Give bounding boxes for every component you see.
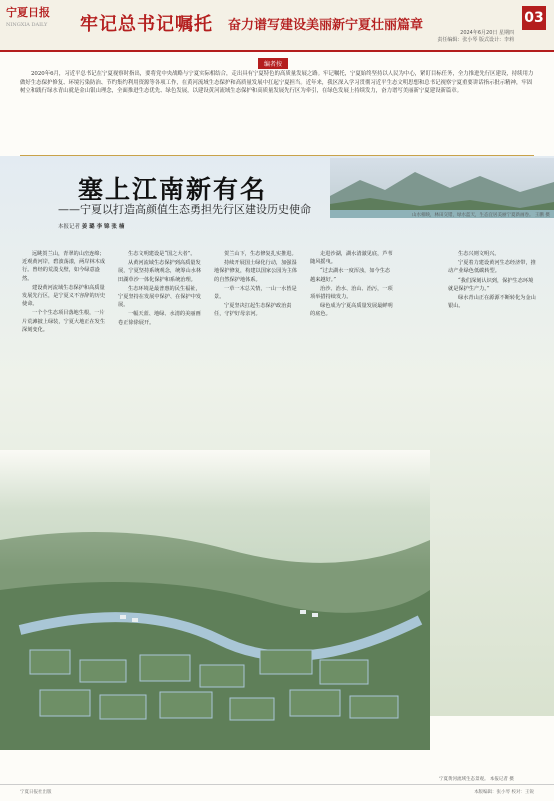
paragraph: “我们深刻认识到，保护生态环境就是保护生产力。” (448, 277, 534, 292)
mountain-landscape-image (330, 158, 554, 218)
editor-line: 责任编辑：张小琴 版式设计：李莉 (437, 37, 514, 43)
article-subhead: ——宁夏以打造高颜值生态勇担先行区建设历史使命 (58, 203, 311, 216)
image-fade (0, 450, 430, 750)
paragraph: 生态文明建设是“国之大者”。 (128, 251, 196, 257)
editor-note-label: 编者按 (258, 58, 288, 69)
paragraph: 绿水青山正在源源不断转化为金山银山。 (448, 295, 536, 310)
paragraph: 一草一木总关情，一山一水皆是景。 (214, 285, 297, 301)
page-number: 03 (522, 6, 546, 30)
paragraph: 生态兴则文明兴。 (458, 251, 500, 257)
editor-note (0, 56, 554, 156)
paragraph: 一个个生态项目落地生根，一片片荒滩披上绿装，宁夏大地正在发生深刻变化。 (22, 310, 106, 333)
subject-title: 奋力谱写建设美丽新宁夏壮丽篇章 (228, 18, 424, 33)
paragraph: 从黄河流域生态保护到高质量发展，宁夏坚持系统观念，统筹山水林田湖草沙一体化保护和系统治理。 (118, 260, 202, 283)
paragraph: 治沙、治水、治山、治污，一项项举措持续发力。 (310, 285, 393, 301)
footer-right: 本版编辑：张小琴 校对：王锐 (474, 790, 534, 795)
footer-left: 宁夏日报社出版 (20, 790, 52, 795)
paragraph: 持续开展国土绿化行动，加强湿地保护修复，构建以国家公园为主体的自然保护地体系。 (214, 260, 298, 283)
byline-prefix: 本报记者 (58, 224, 81, 230)
paragraph: 宁夏着力建设黄河生态经济带，推动产业绿色低碳转型。 (448, 260, 536, 275)
logo-subtitle: NINGXIA DAILY (6, 22, 48, 28)
landscape-photo (330, 158, 554, 218)
paragraph: 宁夏坚决扛起生态保护政治责任，守护好母亲河。 (214, 303, 292, 318)
page-footer (0, 784, 554, 801)
logo-text: 宁夏日报 (6, 6, 50, 19)
article-column-2 (118, 250, 202, 450)
paragraph: 走进沙湖，湖水清澈见底，芦苇随风摇曳。 (310, 251, 393, 266)
aerial-photo (0, 450, 430, 750)
aerial-caption: 宁夏黄河流域生态景观。 本报记者 摄 (439, 777, 514, 782)
article-headline: 塞上江南新有名 (78, 175, 268, 204)
paragraph: 生态环境是最普惠的民生福祉，宁夏坚持在发展中保护、在保护中发展。 (118, 285, 202, 309)
article-column-4 (310, 250, 394, 450)
paragraph: 远眺贺兰山，青翠的山峦连绵；近观黄河岸，碧波荡漾，两岸林木成行。曾经的荒漠戈壁，如今绿意盎然。 (22, 251, 106, 282)
masthead (0, 0, 554, 52)
paragraph: 一幅天蓝、地绿、水清的美丽画卷正徐徐展开。 (118, 311, 201, 326)
editor-note-text: 2020年6月，习近平总书记在宁夏视察时指出，要将党中央战略与宁夏实际相结合，走出具有宁夏特色的高质量发展之路。牢记嘱托，宁夏始终坚持以人民为中心，紧盯目标任务，全力推进先行区建设，持续用力做好生态保护修复、环境污染防治、节约集约利用资源等各项工作，在黄河流域生态保护和高质量发展中扛起宁夏担当。近年来，我区深入学习贯彻习近平生态文明思想和总书记视察宁夏重要讲话指示批示精神，牢固树立和践行绿水青山就是金山银山理念，全面推进生态优先、绿色发展，以建设黄河流域生态保护和高质量发展先行区为牵引，在绿色发展上持续发力，奋力谱写美丽新宁夏建设新篇章。 (20, 71, 534, 95)
article-column-3 (214, 250, 298, 450)
photo-caption: 山水相映，林田交错，绿水蓝天，生态宜居美丽宁夏新画卷。 王鹏 摄 (412, 213, 550, 218)
column-title: 牢记总书记嘱托 (80, 14, 213, 35)
issue-meta (437, 30, 514, 44)
article-byline (58, 222, 124, 230)
paragraph: 建设黄河流域生态保护和高质量发展先行区，是宁夏义不容辞的历史使命。 (22, 284, 106, 308)
newspaper-logo (6, 4, 50, 28)
article-column-5 (448, 250, 536, 770)
date-line: 2024年6月20日 星期四 (460, 30, 514, 36)
paragraph: 贺兰山下，生态修复扎实推进。 (224, 251, 297, 257)
paragraph: 绿色成为宁夏高质量发展最鲜明的底色。 (310, 303, 393, 318)
paragraph: “过去湖水一度浑浊，如今生态越来越好。” (310, 268, 391, 283)
byline-authors: 姜 璐 李 锦 张 楠 (81, 224, 125, 230)
